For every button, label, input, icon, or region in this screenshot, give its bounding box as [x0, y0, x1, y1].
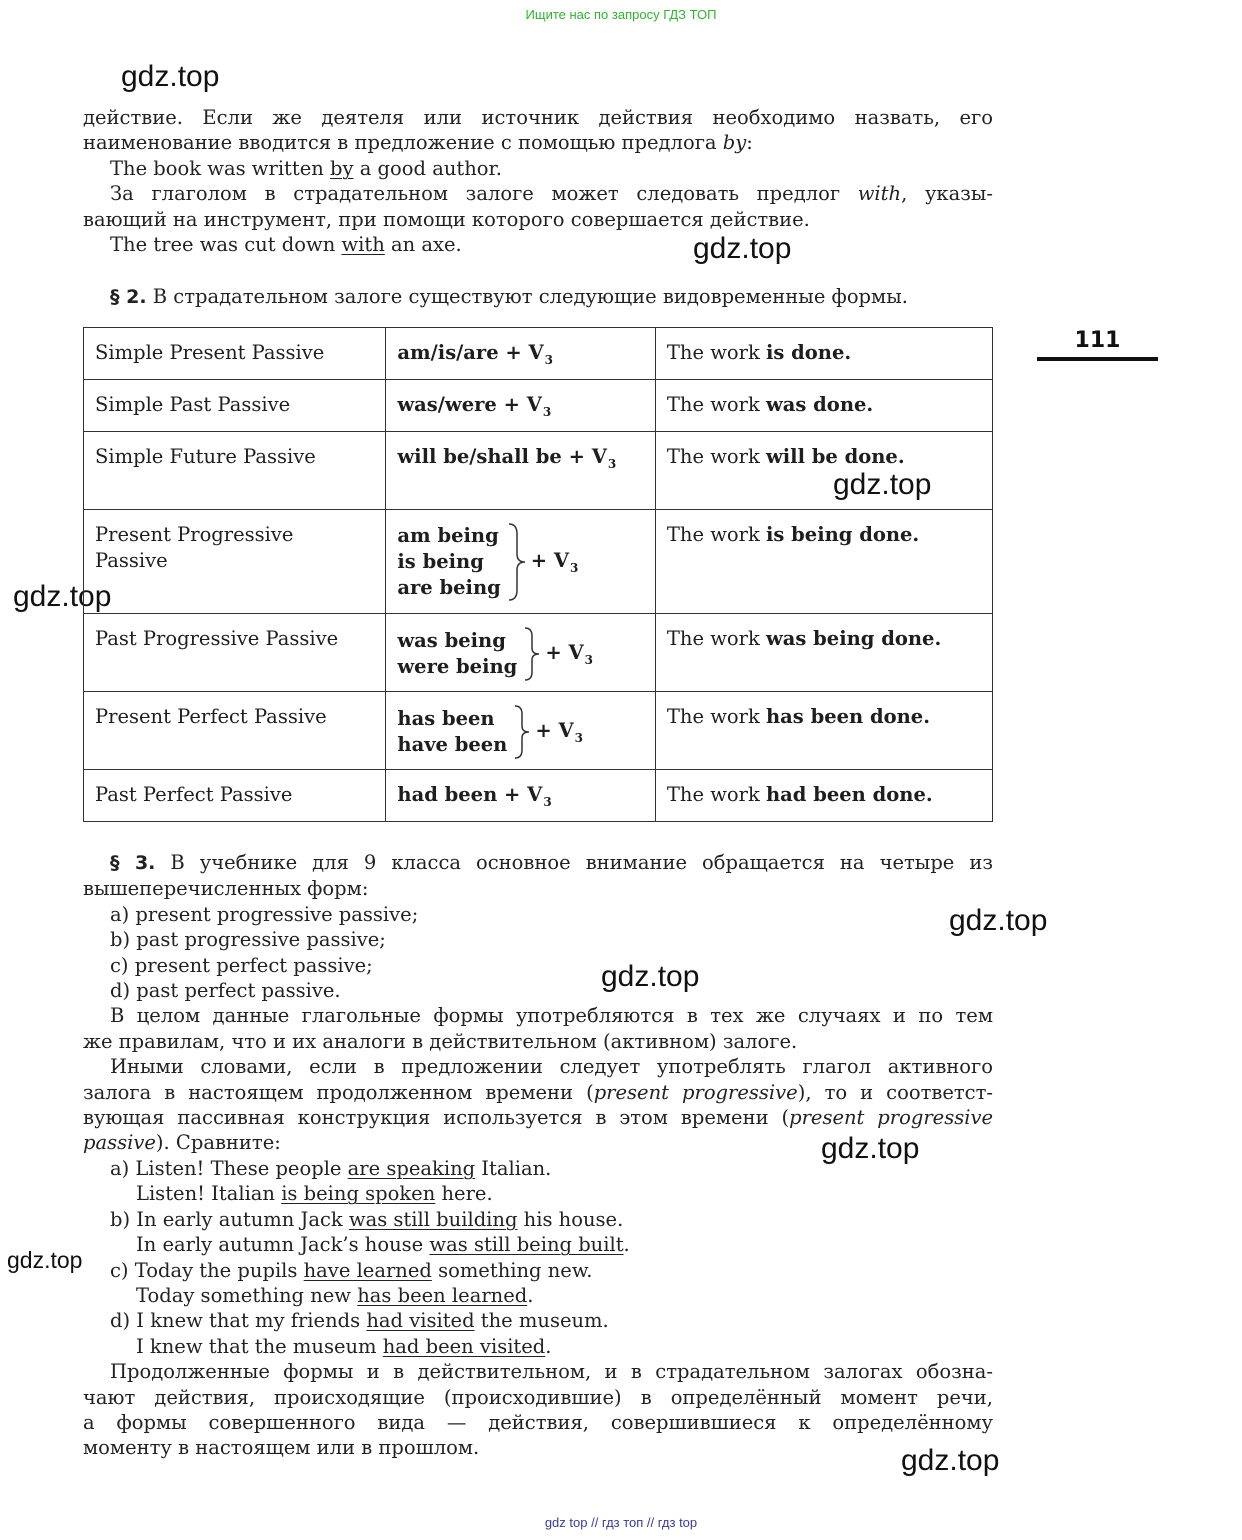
example-line: I knew that the museum had been visited.	[136, 1334, 552, 1358]
table-row	[84, 380, 993, 432]
watermark: gdz.top	[7, 1247, 83, 1273]
example-line: The book was written by a good author.	[110, 156, 502, 180]
paragraph-line: чают действия, происходящие (происходившие) в определённый момент речи,	[83, 1385, 993, 1409]
formula: was being were being + $V_3$	[386, 614, 656, 692]
example-line: a) Listen! These people are speaking Italian.	[110, 1156, 552, 1180]
intro-text	[83, 105, 993, 257]
paragraph-line: вующая пассивная конструкция используется в этом времени (present progressive	[83, 1106, 994, 1130]
table-row	[84, 328, 993, 380]
section-mark: § 3.	[110, 852, 156, 874]
paragraph-line: а формы совершенного вида — действия, совершившиеся к определённому	[83, 1410, 993, 1434]
tense-name: Present Perfect Passive	[84, 692, 386, 770]
section-mark: § 2.	[110, 286, 147, 308]
watermark: gdz.top	[949, 904, 1048, 937]
list-item: b) past progressive passive;	[110, 928, 386, 952]
paragraph-line: вышеперечисленных форм:	[83, 877, 369, 901]
watermark: gdz.top	[601, 960, 700, 993]
example-line: The tree was cut down with an axe.	[110, 233, 462, 257]
paragraph-line: Продолженные формы и в действительном, и в страдательном залогах обозна-	[110, 1360, 993, 1384]
paragraph-line: залога в настоящем продолженном времени (present progressive), то и соответст-	[83, 1080, 993, 1104]
tense-name: Past Progressive Passive	[84, 614, 386, 692]
section-2-heading	[83, 284, 993, 310]
watermark: gdz.top	[121, 60, 220, 93]
paragraph-line: Иными словами, если в предложении следует употреблять глагол активного	[110, 1055, 993, 1079]
example: The work is being done.	[655, 510, 992, 614]
example-line: d) I knew that my friends had visited the museum.	[110, 1309, 609, 1333]
paragraph-line: За глаголом в страдательном залоге может следовать предлог with, указы-	[110, 182, 993, 206]
example: The work will be done.	[655, 432, 992, 510]
table-row	[84, 432, 993, 510]
section-text: В страдательном залоге существуют следующие видовременные формы.	[146, 285, 908, 308]
example: The work was being done.	[655, 614, 992, 692]
paragraph-line: же правилам, что и их аналоги в действительном (активном) залоге.	[83, 1029, 798, 1053]
brace-icon	[523, 626, 543, 682]
paragraph-line: вающий на инструмент, при помощи которого совершается действие.	[83, 207, 810, 231]
table-row	[84, 770, 993, 822]
footer-links[interactable]: gdz top // гдз топ // гдз top	[544, 1515, 698, 1530]
tense-name: Simple Past Passive	[84, 380, 386, 432]
list-item: c) present perfect passive;	[110, 953, 373, 977]
table-row	[84, 692, 993, 770]
tense-name: Present Progressive Passive	[84, 510, 386, 614]
watermark: gdz.top	[821, 1132, 920, 1165]
brace-icon	[507, 522, 529, 602]
example: The work had been done.	[655, 770, 992, 822]
example-line: b) In early autumn Jack was still building his house.	[110, 1207, 624, 1231]
tense-name: Simple Present Passive	[84, 328, 386, 380]
passive-forms-table	[83, 327, 993, 822]
example-line: c) Today the pupils have learned something new.	[110, 1258, 593, 1282]
list-item: d) past perfect passive.	[110, 979, 341, 1003]
paragraph-line: моменту в настоящем или в прошлом.	[83, 1436, 480, 1460]
list-item: a) present progressive passive;	[110, 902, 419, 926]
page-number: 111	[1037, 328, 1158, 361]
watermark: gdz.top	[13, 580, 112, 613]
paragraph-line: наименование вводится в предложение с помощью предлога by:	[83, 131, 753, 155]
paragraph-line: passive). Сравните:	[83, 1131, 281, 1155]
example-line: Today something new has been learned.	[136, 1283, 534, 1307]
paragraph-line: В целом данные глагольные формы употребляются в тех же случаях и по тем	[110, 1004, 993, 1028]
formula: will be/shall be + $V_3$	[386, 432, 656, 510]
table-row	[84, 510, 993, 614]
example: The work has been done.	[655, 692, 992, 770]
paragraph-line: действие. Если же деятеля или источник действия необходимо назвать, его	[83, 106, 993, 129]
formula: was/were + $V_3$	[386, 380, 656, 432]
formula: am being is being are being + $V_3$	[386, 510, 656, 614]
watermark: gdz.top	[833, 468, 932, 501]
example-line: In early autumn Jack’s house was still being built.	[136, 1233, 630, 1257]
formula: had been + $V_3$	[386, 770, 656, 822]
example-line: Listen! Italian is being spoken here.	[136, 1182, 493, 1206]
top-banner[interactable]: Ищите нас по запросу ГДЗ ТОП	[525, 7, 717, 22]
formula: $am/is/are + V_3$	[386, 328, 656, 380]
example: The work is done.	[655, 328, 992, 380]
watermark: gdz.top	[693, 232, 792, 265]
formula: has been have been + $V_3$	[386, 692, 656, 770]
section-3-text	[83, 850, 993, 1461]
table-row	[84, 614, 993, 692]
paragraph-line: § 3. В учебнике для 9 класса основное внимание обращается на четыре из	[110, 851, 994, 874]
tense-name: Past Perfect Passive	[84, 770, 386, 822]
tense-name: Simple Future Passive	[84, 432, 386, 510]
brace-icon	[513, 704, 533, 760]
watermark: gdz.top	[901, 1444, 1000, 1477]
example: The work was done.	[655, 380, 992, 432]
